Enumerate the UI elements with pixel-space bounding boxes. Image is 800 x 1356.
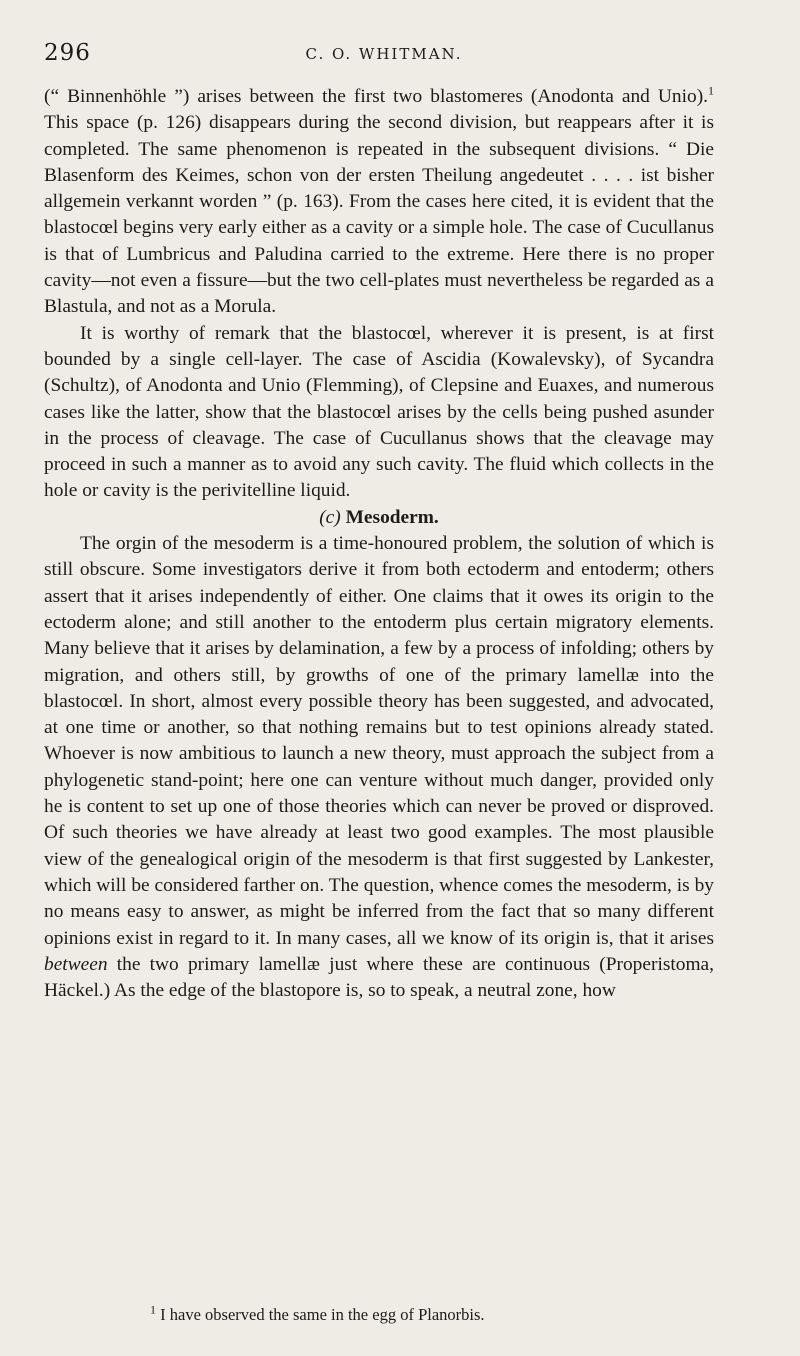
paragraph-3-text-b: the two primary lamellæ just where these are continuous (Properistoma, Häckel.) As the edge of the blastopore is, so to speak, a neutral zone, how: [44, 953, 714, 1002]
footnote-marker: 1: [150, 1302, 156, 1317]
page-header: [44, 40, 724, 70]
section-letter: (c): [319, 506, 341, 528]
paragraph-1-text-a: (“ Binnenhöhle ”) arises between the first two blastomeres (Anodonta and Unio).: [44, 86, 708, 107]
page-number: 296: [44, 40, 91, 66]
paragraph-1-text-b: This space (p. 126) disappears during the second division, but reappears after it is completed. The same phenomenon is repeated in the subsequent divisions. “ Die Blasenform des Keimes, schon von der ersten Theilung angedeutet . . . . ist bisher allgemein verkannt worden ” (p. 163). From the cases here cited, it is evident that the blastocœl begins very early either as a cavity or a simple hole. The case of Cucullanus is that of Lumbricus and Paludina carried to the extreme. Here there is no proper cavity—not even a fissure—but the two cell-plates must nevertheless be regarded as a Blastula, and not as a Morula.: [44, 112, 714, 318]
section-title: Mesoderm.: [345, 506, 439, 528]
section-heading: [44, 505, 714, 531]
paragraph-1: [44, 84, 714, 321]
footnote: [150, 1304, 710, 1326]
running-head: C. O. WHITMAN.: [305, 45, 463, 63]
body-text: [44, 84, 714, 1004]
emphasis-between: between: [44, 953, 108, 975]
footnote-text: I have observed the same in the egg of Planorbis.: [156, 1305, 485, 1324]
footnote-reference: 1: [708, 83, 714, 98]
paragraph-3: [44, 531, 714, 1004]
paragraph-3-text-a: The orgin of the mesoderm is a time-honoured problem, the solution of which is still obscure. Some investigators derive it from both ectoderm and entoderm; others assert that it arises independently of either. One claims that it owes its origin to the ectoderm alone; and still another to the entoderm plus certain migratory elements. Many believe that it arises by delamination, a few by a process of infolding; others by migration, and others still, by growths of one of the primary lamellæ into the blastocœl. In short, almost every possible theory has been suggested, and advocated, at one time or another, so that nothing remains but to test opinions already stated. Whoever is now ambitious to launch a new theory, must approach the subject from a phylogenetic stand-point; here one can venture without much danger, provided only he is content to set up one of those theories which can never be proved or disproved. Of such theories we have already at least two good examples. The most plausible view of the genealogical origin of the mesoderm is that first suggested by Lankester, which will be considered farther on. The question, whence comes the mesoderm, is by no means easy to answer, as might be inferred from the fact that so many different opinions exist in regard to it. In many cases, all we know of its origin is, that it arises: [44, 533, 714, 949]
paragraph-2: It is worthy of remark that the blastocœl, wherever it is present, is at first bounded by a single cell-layer. The case of Ascidia (Kowalevsky), of Sycandra (Schultz), of Anodonta and Unio (Flemming), of Clepsine and Euaxes, and numerous cases like the latter, show that the blastocœl arises by the cells being pushed asunder in the process of cleavage. The case of Cucullanus shows that the cleavage may proceed in such a manner as to avoid any such cavity. The fluid which collects in the hole or cavity is the perivitelline liquid.: [44, 322, 714, 502]
